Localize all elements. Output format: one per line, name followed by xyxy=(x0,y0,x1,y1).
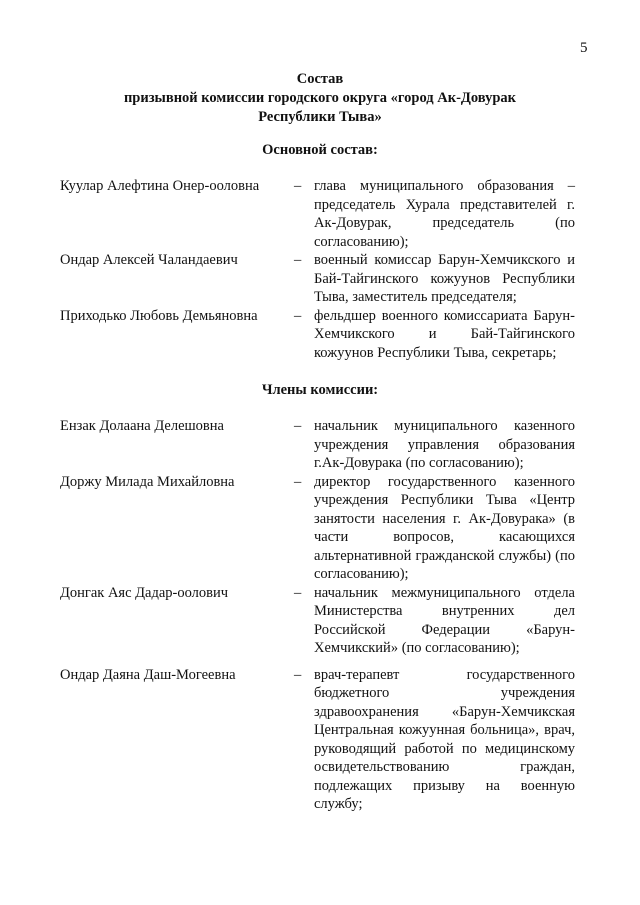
title-line-3: Республики Тыва» xyxy=(258,109,382,125)
member-role: начальник муниципального казенного учреждения управления образования г.Ак-Довурака (по согласованию); xyxy=(314,418,575,471)
page-number: 5 xyxy=(580,40,588,56)
member-entry xyxy=(60,473,575,584)
member-role: глава муниципального образования – председатель Хурала представителей г. Ак-Довурак, председатель (по согласованию); xyxy=(314,178,575,250)
member-name: Ондар Алексей Чаландаевич xyxy=(60,252,238,268)
main-members-list xyxy=(60,177,575,362)
member-name: Куулар Алефтина Онер-ооловна xyxy=(60,178,260,194)
member-name: Ензак Долаана Делешовна xyxy=(60,418,224,434)
member-role: директор государственного казенного учреждения Республики Тыва «Центр занятости населения г. Ак-Довурака» (в части вопросов, касающихся альтернативной гражданской службы) (по согласованию); xyxy=(314,473,575,582)
title-line-2: призывной комиссии городского округа «город Ак-Довурак xyxy=(123,90,517,106)
member-dash: – xyxy=(294,178,302,194)
member-entry xyxy=(60,177,575,251)
member-role: начальник межмуниципального отдела Министерства внутренних дел Российской Федерации «Барун-Хемчикский» (по согласованию); xyxy=(314,584,575,656)
member-name: Ондар Даяна Даш-Могеевна xyxy=(60,666,236,683)
member-entry xyxy=(60,417,575,473)
member-dash: – xyxy=(294,473,302,490)
member-entry xyxy=(60,666,575,814)
member-role: фельдшер военного комиссариата Барун-Хемчикского и Бай-Тайгинского кожуунов Республики Тыва, секретарь; xyxy=(314,307,575,361)
document-title xyxy=(0,70,640,127)
member-name: Доржу Милада Михайловна xyxy=(60,473,235,490)
member-role: врач-терапевт государственного бюджетного учреждения здравоохранения «Барун-Хемчикская Центральная кожуунная больница», врач, руководящий работой по медицинскому освидетельствованию граждан, подлежащих призыву на военную службу; xyxy=(314,666,575,812)
member-role: военный комиссар Барун-Хемчикского и Бай-Тайгинского кожуунов Республики Тыва, заместитель председателя; xyxy=(314,252,575,305)
member-dash: – xyxy=(294,584,302,601)
member-name: Приходько Любовь Демьяновна xyxy=(60,307,258,324)
member-name: Донгак Аяс Дадар-оолович xyxy=(60,584,229,601)
member-entry xyxy=(60,584,575,658)
main-composition-heading: Основной состав: xyxy=(262,142,378,158)
commission-members-list xyxy=(60,417,575,814)
member-dash: – xyxy=(294,666,302,683)
commission-members-heading: Члены комиссии: xyxy=(261,382,379,398)
title-line-1: Состав xyxy=(296,71,344,87)
member-dash: – xyxy=(294,307,302,324)
member-entry xyxy=(60,251,575,307)
member-entry xyxy=(60,307,575,363)
member-dash: – xyxy=(294,252,302,268)
member-dash: – xyxy=(294,418,302,434)
